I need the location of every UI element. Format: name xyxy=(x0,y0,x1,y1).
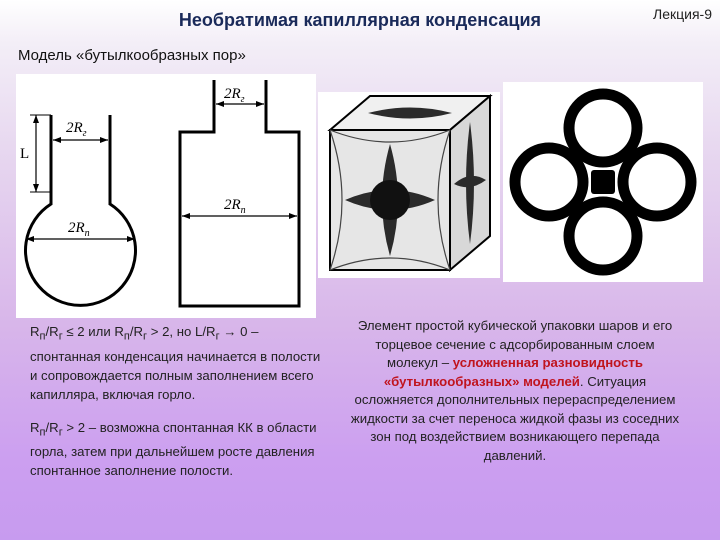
bottle-pore-figure xyxy=(16,74,316,318)
flask-body-label: $2R_п$ xyxy=(68,220,90,239)
left-text-block xyxy=(30,322,325,494)
lecture-label: Лекция-9 xyxy=(653,6,712,22)
bottle-pore-diagram xyxy=(16,74,316,318)
ring-bottom xyxy=(569,202,637,270)
flask-neck-label: $2R_г$ xyxy=(66,120,87,139)
slide-subtitle: Модель «бутылкообразных пор» xyxy=(18,47,246,64)
ring-right xyxy=(623,148,691,216)
condition-paragraph-2: $R_п/R_г > 2$ – возможна спонтанная КК в области горла, затем при дальнейшем росте давления спонтанное заполнение полости. xyxy=(30,419,317,479)
ring-top xyxy=(569,94,637,162)
ring-cross-section-diagram xyxy=(503,82,703,282)
ring-left xyxy=(515,148,583,216)
rect-body-label: $2R_п$ xyxy=(224,197,246,216)
length-label: L xyxy=(20,146,30,162)
condition-paragraph-1: $R_п/R_г \le 2$ или $R_п/R_г > 2$, но $L/R_г \to 0$ – спонтанная конденсация начинается в полости и сопровождается полным заполнением всего капилляра, включая горло. xyxy=(30,324,321,402)
rect-bottle-outline xyxy=(180,80,299,306)
highlight-text: усложненная разновидность «бутылкообразных» моделей xyxy=(383,355,643,389)
cubic-packing-diagram xyxy=(318,92,500,278)
cubic-packing-figure xyxy=(318,92,500,278)
slide-title: Необратимая капиллярная конденсация xyxy=(178,10,542,30)
flask-outline xyxy=(25,115,135,305)
rect-neck-label: $2R_г$ xyxy=(224,86,245,105)
right-text-block: Элемент простой кубической упаковки шаров и его торцевое сечение с адсорбированным слоем молекул – усложненная разновидность «бутылкообразных» моделей. Ситуация осложняется дополнительных перераспределением жидкости за счет переноса жидкой фазы из соседних зон под воздействием возникающего перепада давлений. xyxy=(350,318,680,463)
center-square xyxy=(591,170,615,194)
ring-cross-section-figure xyxy=(503,82,703,282)
